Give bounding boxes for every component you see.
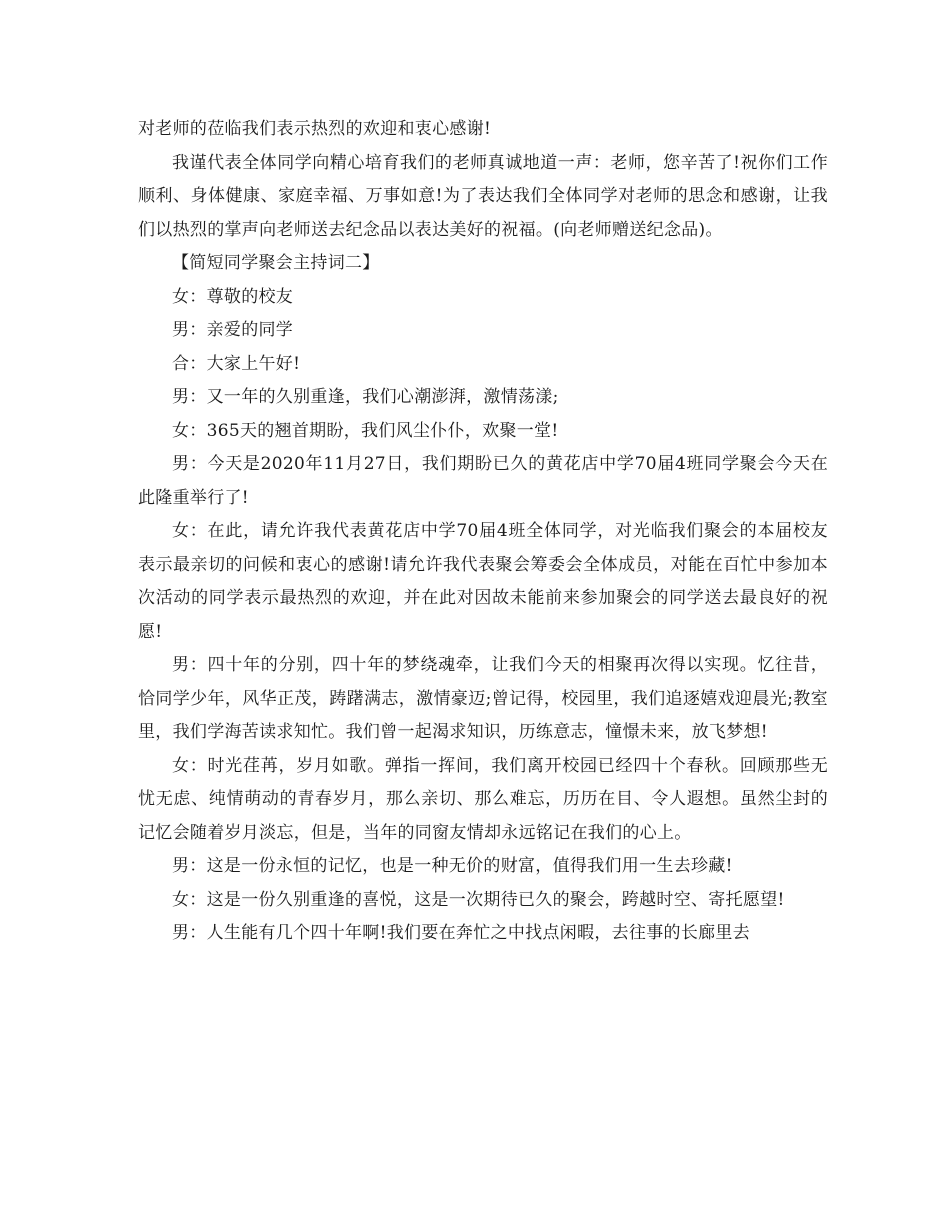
dialogue-line: 男：人生能有几个四十年啊!我们要在奔忙之中找点闲暇，去往事的长廊里去 — [172, 923, 751, 943]
dialogue-line: 男：又一年的久别重逢，我们心潮澎湃，激情荡漾; — [172, 387, 559, 407]
dialogue-line: 女：尊敬的校友 — [172, 286, 294, 307]
dialogue-line: 男：今天是2020年11月27日，我们期盼已久的黄花店中学70届4班同学聚会今天在此隆重举行了! — [138, 454, 828, 508]
dialogue-line: 合：大家上午好! — [172, 353, 301, 374]
document-body — [138, 113, 828, 951]
dialogue-line: 女：365天的翘首期盼，我们风尘仆仆，欢聚一堂! — [172, 420, 559, 441]
dialogue-line: 男：这是一份永恒的记忆，也是一种无价的财富，值得我们用一生去珍藏! — [172, 856, 733, 876]
dialogue-line: 女：在此，请允许我代表黄花店中学70届4班全体同学，对光临我们聚会的本届校友表示最亲切的问候和衷心的感谢!请允许我代表聚会筹委会全体成员，对能在百忙中参加本次活动的同学表示最热烈的欢迎，并在此对因故未能前来参加聚会的同学送去最良好的祝愿! — [138, 521, 828, 642]
paragraph-thanks-teachers: 我谨代表全体同学向精心培育我们的老师真诚地道一声：老师，您辛苦了!祝你们工作顺利、身体健康、家庭幸福、万事如意!为了表达我们全体同学对老师的思念和感谢，让我们以热烈的掌声向老师送去纪念品以表达美好的祝福。(向老师赠送纪念品)。 — [138, 152, 828, 240]
paragraph-continuation: 对老师的莅临我们表示热烈的欢迎和衷心感谢! — [138, 119, 492, 139]
dialogue-line: 女：这是一份久别重逢的喜悦，这是一次期待已久的聚会，跨越时空、寄托愿望! — [172, 889, 785, 910]
dialogue-line: 男：四十年的分别，四十年的梦绕魂牵，让我们今天的相聚再次得以实现。忆往昔，恰同学少年，风华正茂，踌躇满志，激情豪迈;曾记得，校园里，我们追逐嬉戏迎晨光;教室里，我们学海苦读求知忙。我们曾一起渴求知识，历练意志，憧憬未来，放飞梦想! — [138, 655, 828, 742]
dialogue-line: 男：亲爱的同学 — [172, 320, 294, 340]
dialogue-line: 女：时光荏苒，岁月如歌。弹指一挥间，我们离开校园已经四十个春秋。回顾那些无忧无虑、纯情萌动的青春岁月，那么亲切、那么难忘，历历在目、令人遐想。虽然尘封的记忆会随着岁月淡忘，但是，当年的同窗友情却永远铭记在我们的心上。 — [138, 755, 828, 843]
section-heading: 【简短同学聚会主持词二】 — [172, 253, 380, 273]
